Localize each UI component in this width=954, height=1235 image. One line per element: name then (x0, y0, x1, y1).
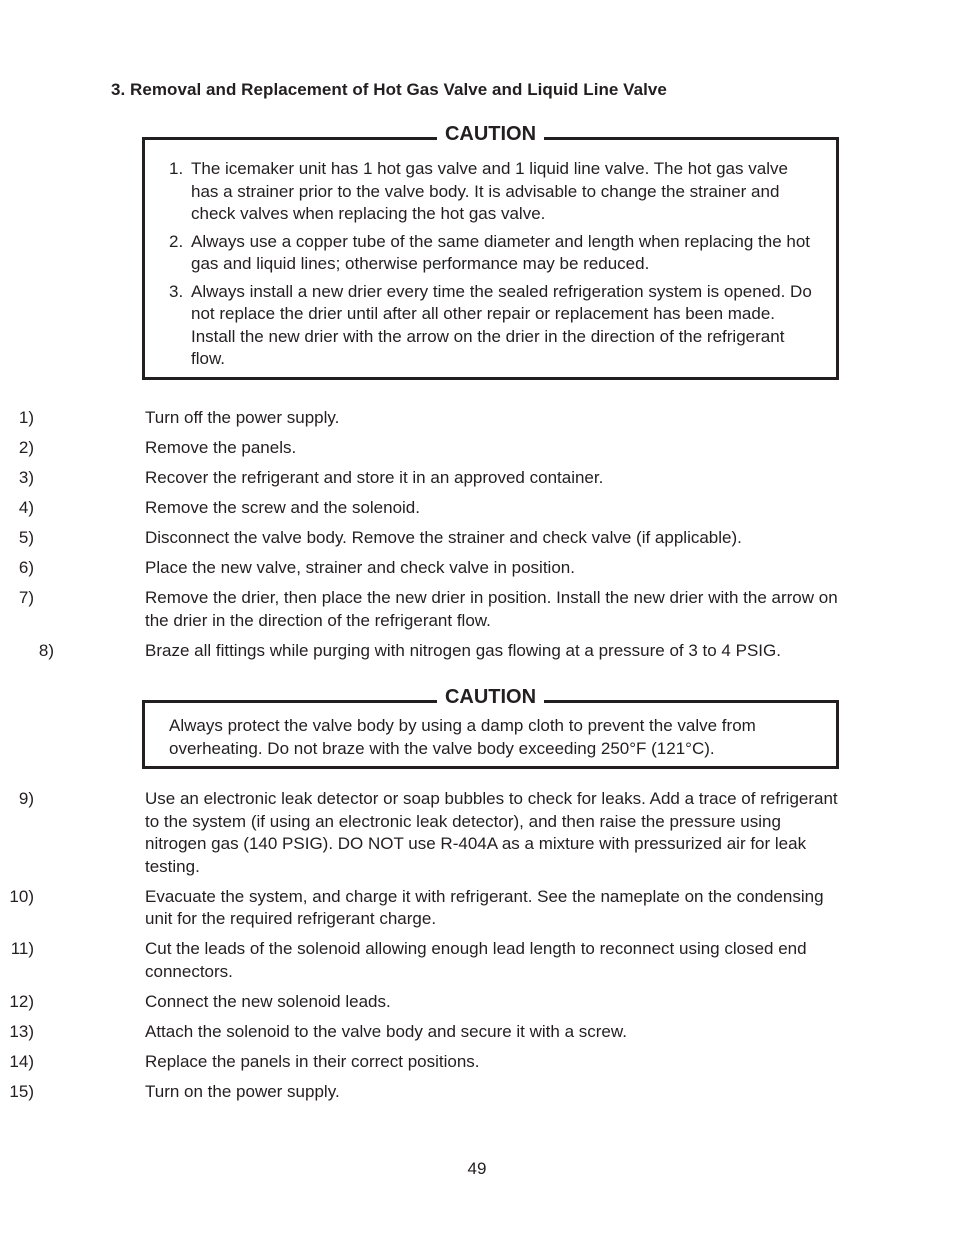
step-number: 14) (9, 1051, 34, 1071)
step-item (0, 587, 845, 632)
step-item (0, 1051, 845, 1074)
step-text: Remove the screw and the solenoid. (145, 498, 420, 517)
caution-list-1 (169, 158, 819, 376)
caution-item-text: Always use a copper tube of the same diameter and length when replacing the hot gas and liquid lines; otherwise performance may be reduced. (191, 231, 810, 273)
caution-item-text: The icemaker unit has 1 hot gas valve and 1 liquid line valve. The hot gas valve has a strainer prior to the valve body. It is advisable to change the strainer and check valves when replacing the hot gas valve. (191, 159, 788, 223)
step-item (0, 788, 845, 878)
caution-item (169, 158, 819, 226)
step-number: 12) (9, 991, 34, 1011)
step-text: Connect the new solenoid leads. (145, 991, 391, 1011)
procedure-steps-2 (0, 788, 954, 1111)
caution-item (169, 231, 819, 276)
step-text: Attach the solenoid to the valve body and secure it with a screw. (145, 1021, 627, 1041)
step-number: 7) (18, 588, 34, 607)
step-text: Braze all fittings while purging with nitrogen gas flowing at a pressure of 3 to 4 PSIG. (145, 640, 781, 660)
step-item (0, 640, 865, 663)
caution-title-2: CAUTION (145, 686, 836, 708)
step-text: Cut the leads of the solenoid allowing enough lead length to reconnect using closed end connectors. (145, 939, 807, 981)
step-number: 10) (9, 886, 34, 906)
caution-item-number: 1. (169, 159, 184, 178)
step-number: 8) (38, 640, 54, 660)
page-number: 49 (467, 1159, 487, 1178)
step-item (0, 938, 845, 983)
step-text: Place the new valve, strainer and check valve in position. (145, 558, 575, 577)
step-item (0, 886, 845, 931)
caution-item (169, 281, 819, 371)
caution-item-text: Always install a new drier every time the sealed refrigeration system is opened. Do not replace the drier until after all other repair or replacement has been made. Install the new drier with the arrow on the drier in the direction of the refrigerant flow. (191, 281, 812, 368)
step-text: Recover the refrigerant and store it in an approved container. (145, 468, 604, 487)
step-item (0, 557, 845, 580)
caution-text: Always protect the valve body by using a damp cloth to prevent the valve from overheating. Do not braze with the valve body exceeding 250°F (121°C). (169, 716, 756, 758)
step-text: Evacuate the system, and charge it with refrigerant. See the nameplate on the condensing unit for the required refrigerant charge. (145, 886, 824, 928)
step-text: Turn off the power supply. (145, 408, 340, 427)
step-number: 11) (10, 939, 34, 958)
step-item (0, 437, 845, 460)
procedure-steps-1 (0, 407, 954, 670)
step-number: 9) (18, 789, 34, 808)
step-item (0, 1081, 845, 1104)
step-item (0, 1021, 845, 1044)
step-item (0, 527, 845, 550)
caution-title-1: CAUTION (145, 123, 836, 145)
step-number: 13) (9, 1021, 34, 1041)
caution-item-number: 3. (169, 281, 184, 301)
step-number: 6) (18, 558, 34, 577)
step-text: Remove the drier, then place the new drier in position. Install the new drier with the arrow on the drier in the direction of the refrigerant flow. (145, 588, 838, 630)
step-text: Remove the panels. (145, 438, 297, 457)
caution-box-1 (142, 123, 839, 380)
step-number: 4) (18, 498, 34, 517)
step-item (0, 407, 845, 430)
step-text: Use an electronic leak detector or soap bubbles to check for leaks. Add a trace of refrigerant to the system (if using an electronic leak detector), and then raise the pressure using nitrogen gas (140 PSIG). DO NOT use R-404A as a mixture with pressurized air for leak testing. (145, 789, 838, 876)
caution-box-2 (142, 686, 839, 769)
caution-item-number: 2. (169, 231, 184, 251)
step-number: 5) (18, 528, 34, 547)
section-heading: 3. Removal and Replacement of Hot Gas Valve and Liquid Line Valve (111, 80, 667, 99)
step-item (0, 991, 845, 1014)
step-number: 2) (18, 438, 34, 457)
step-number: 3) (18, 468, 34, 487)
step-item (0, 497, 845, 520)
step-number: 15) (9, 1081, 34, 1101)
step-text: Disconnect the valve body. Remove the strainer and check valve (if applicable). (145, 528, 742, 547)
step-text: Replace the panels in their correct positions. (145, 1051, 480, 1071)
step-number: 1) (18, 408, 34, 427)
step-text: Turn on the power supply. (145, 1081, 340, 1101)
step-item (0, 467, 845, 490)
